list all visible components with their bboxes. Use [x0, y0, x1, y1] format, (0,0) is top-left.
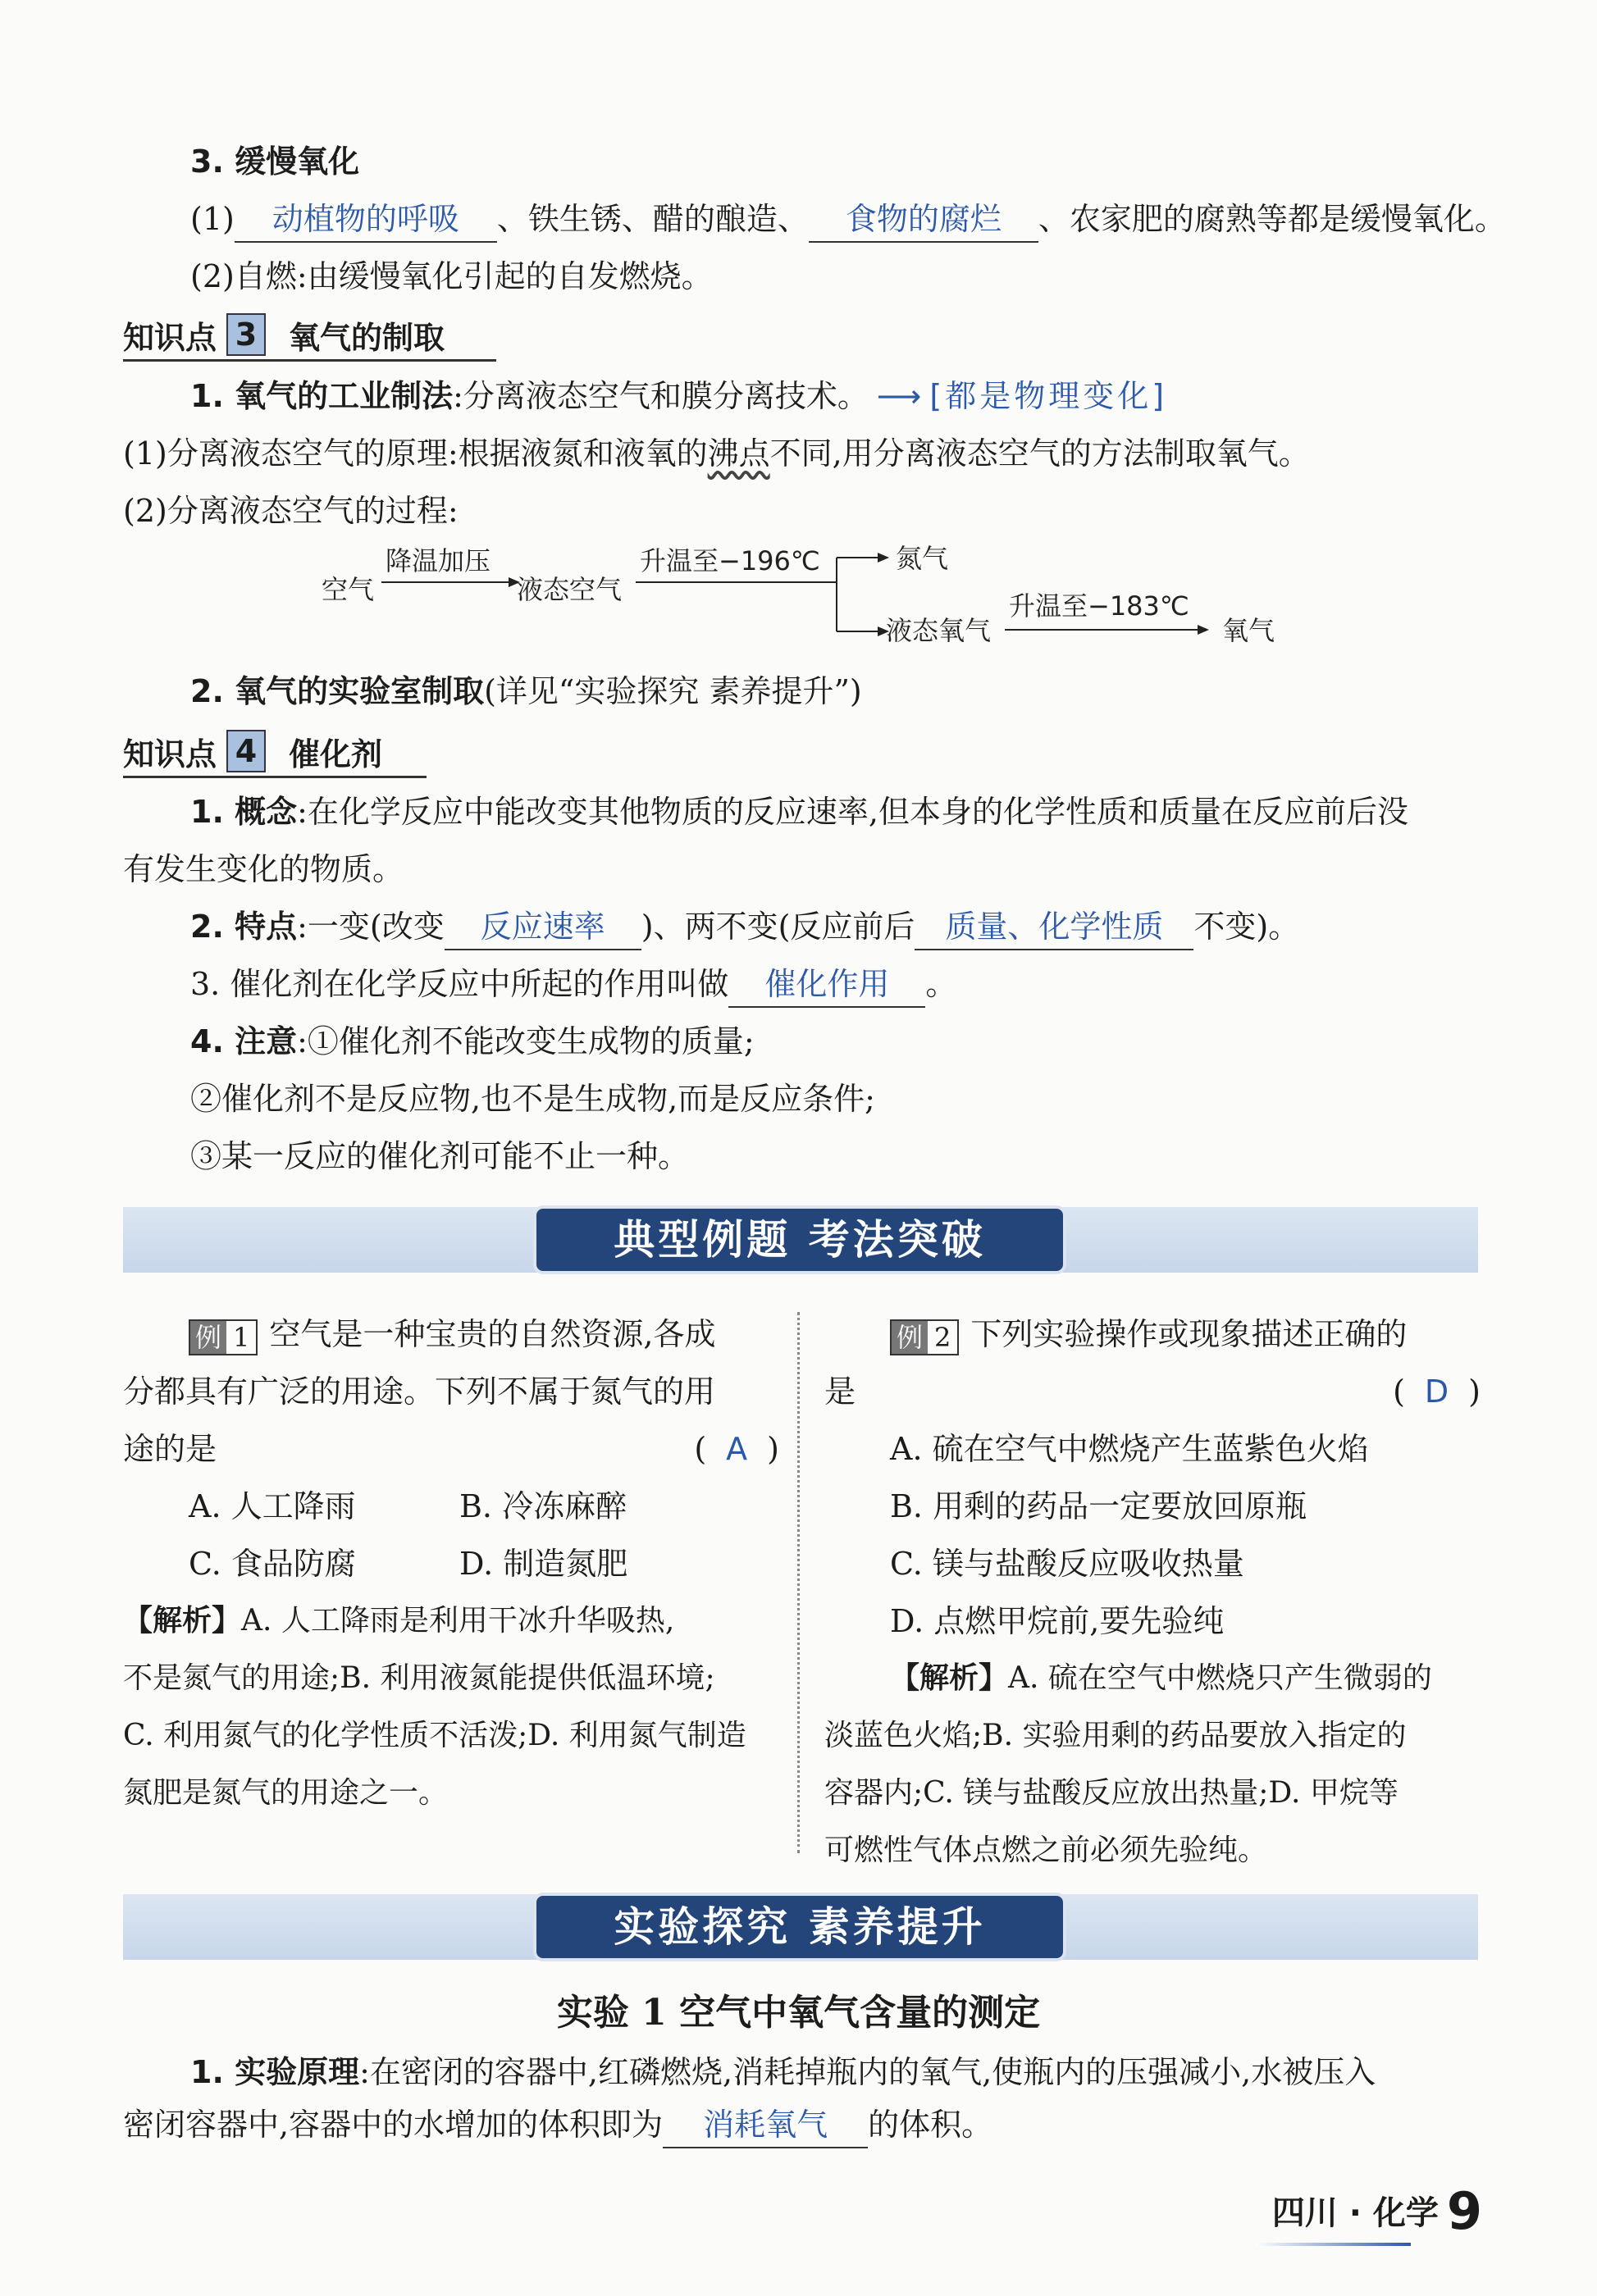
example2-option-c: C. 镁与盐酸反应吸收热量 — [890, 1546, 1244, 1582]
concept-line1: :在化学反应中能改变其他物质的反应速率,但本身的化学性质和质量在反应前后没 — [297, 794, 1408, 830]
example1-line2: 分都具有广泛的用途。下列不属于氮气的用 — [123, 1374, 716, 1410]
analysis-label: 【解析】 — [890, 1661, 1009, 1695]
page-number: 9 — [1446, 2181, 1482, 2241]
example1-option-c: C. 食品防腐 — [189, 1546, 356, 1582]
item1-mid: 、铁生锈、醋的酿造、 — [496, 201, 809, 237]
experiment1-title: 实验 1 空气中氧气含量的测定 — [556, 1992, 1041, 2034]
example1-options-row1 — [123, 1478, 779, 1535]
industrial-method — [190, 367, 1167, 425]
fill-blank-consumed-oxygen: 消耗氧气 — [663, 2102, 868, 2148]
boiling-point-emphasis: 沸点 — [707, 435, 770, 472]
page-footer — [1272, 2181, 1482, 2241]
section-banner-examples — [123, 1207, 1478, 1273]
flow-liquid-air: 液态空气 — [517, 574, 623, 605]
catalyst-concept — [190, 783, 1408, 840]
example1-answer: A — [726, 1431, 748, 1467]
role-a: 3. 催化剂在化学反应中所起的作用叫做 — [190, 966, 729, 1002]
industrial-bold: 1. 氧气的工业制法 — [190, 378, 454, 414]
lab-preparation — [190, 663, 862, 720]
industrial-note: [都是物理变化] — [929, 378, 1168, 414]
analysis1: A. 人工降雨是利用干冰升华吸热, — [241, 1604, 675, 1638]
example2-option-a: A. 硫在空气中燃烧产生蓝紫色火焰 — [890, 1431, 1369, 1467]
paren-open: ( — [1393, 1374, 1405, 1410]
flow-arrowhead-3 — [1198, 625, 1209, 635]
example1-analysis-line3: C. 利用氮气的化学性质不活泼;D. 利用氮气制造 — [123, 1719, 746, 1752]
example1-line3 — [123, 1420, 779, 1478]
fill-blank-food-rot: 食物的腐烂 — [809, 197, 1038, 243]
fill-blank-catalysis: 催化作用 — [728, 962, 925, 1008]
principle-line1: :在密闭的容器中,红磷燃烧,消耗掉瓶内的氧气,使瓶内的压强减小,水被压入 — [359, 2054, 1376, 2090]
catalyst-note2: ②催化剂不是反应物,也不是生成物,而是反应条件; — [190, 1081, 875, 1117]
knowledge-point-3-header — [123, 310, 496, 362]
catalyst-notes — [190, 1013, 755, 1070]
example-2 — [824, 1305, 1481, 1879]
example2-tag — [890, 1319, 959, 1355]
footer-region: 四川 · 化学 — [1271, 2194, 1439, 2232]
example1-text3: 途的是 — [123, 1431, 217, 1467]
example1-options-row2 — [123, 1535, 779, 1592]
example2-answer-box — [1393, 1363, 1481, 1420]
example2-option-d: D. 点燃甲烷前,要先验纯 — [890, 1603, 1225, 1639]
example1-tag-a: 例 — [190, 1321, 226, 1354]
example2-line2 — [824, 1363, 1481, 1420]
banner-title: 实验探究 素养提升 — [533, 1893, 1066, 1961]
catalyst-concept-line2: 有发生变化的物质。 — [123, 851, 404, 887]
principle-bold: 1. 实验原理 — [190, 2054, 360, 2090]
example1-analysis-line2: 不是氮气的用途;B. 利用液氮能提供低温环境; — [123, 1661, 715, 1695]
example1-line1 — [123, 1305, 779, 1363]
example2-analysis-line3: 容器内;C. 镁与盐酸反应放出热量;D. 甲烷等 — [824, 1776, 1399, 1810]
example1-analysis-line1 — [123, 1592, 779, 1650]
feature-c: 不变)。 — [1193, 909, 1300, 945]
lab-bold: 2. 氧气的实验室制取 — [190, 673, 485, 709]
example1-option-a: A. 人工降雨 — [189, 1488, 356, 1524]
knowledge-point-4-header — [123, 727, 427, 778]
example1-answer-box — [694, 1420, 779, 1478]
paren-open: ( — [694, 1431, 707, 1467]
column-divider — [797, 1312, 800, 1853]
industrial-text: :分离液态空气和膜分离技术。 — [453, 378, 869, 414]
analysis-label: 【解析】 — [123, 1604, 242, 1638]
catalyst-features — [190, 898, 1299, 955]
slow-oxidation-item2: (2)自燃:由缓慢氧化引起的自发燃烧。 — [190, 258, 713, 294]
kp4-label: 知识点 — [123, 736, 217, 772]
paren-close: ) — [1468, 1374, 1481, 1410]
example-1 — [123, 1305, 779, 1822]
example2-analysis-line2: 淡蓝色火焰;B. 实验用剩的药品要放入指定的 — [824, 1719, 1407, 1752]
example1-analysis-line4: 氮肥是氮气的用途之一。 — [123, 1776, 449, 1810]
kp3-title: 氧气的制取 — [289, 319, 445, 356]
footer-underline — [1255, 2243, 1411, 2246]
note1: :①催化剂不能改变生成物的质量; — [297, 1023, 755, 1059]
feature-a: :一变(改变 — [297, 909, 445, 945]
flow-air: 空气 — [322, 574, 375, 605]
flow-step2: 升温至−196℃ — [640, 545, 820, 576]
arrow-icon: ⟶ — [876, 378, 922, 414]
air-separation-flow-diagram — [312, 533, 1296, 664]
flow-liquid-oxygen: 液态氧气 — [886, 615, 992, 646]
kp3-number: 3 — [226, 313, 266, 356]
note-bold: 4. 注意 — [190, 1023, 298, 1059]
section-banner-experiments — [123, 1894, 1478, 1960]
example2-analysis-line1 — [824, 1650, 1481, 1707]
experiment1-principle-line2 — [123, 2096, 992, 2153]
fill-blank-mass-chemical: 质量、化学性质 — [915, 904, 1193, 950]
slow-oxidation-item1 — [190, 190, 1506, 248]
example2-tag-a: 例 — [892, 1321, 928, 1354]
kp4-title: 催化剂 — [289, 736, 383, 772]
principle-line2a: 密闭容器中,容器中的水增加的体积即为 — [123, 2107, 664, 2143]
principle-line2b: 的体积。 — [868, 2107, 993, 2143]
flow-step3: 升温至−183℃ — [1009, 590, 1189, 622]
paren-close: ) — [767, 1431, 779, 1467]
example1-option-b: B. 冷冻麻醉 — [459, 1488, 627, 1524]
example1-text1: 空气是一种宝贵的自然资源,各成 — [269, 1316, 716, 1352]
separation-process-label: (2)分离液态空气的过程: — [123, 493, 459, 529]
flow-step1: 降温加压 — [386, 545, 491, 576]
fill-blank-respiration: 动植物的呼吸 — [235, 197, 497, 243]
item1-prefix: (1) — [190, 201, 235, 237]
example1-analysis — [123, 1592, 779, 1822]
lab-text: (详见“实验探究 素养提升”) — [484, 673, 862, 709]
example2-tag-b: 2 — [934, 1321, 951, 1353]
kp3-label: 知识点 — [123, 319, 217, 356]
catalyst-role — [190, 955, 956, 1013]
concept-bold: 1. 概念 — [190, 794, 298, 830]
separation-principle — [123, 425, 1310, 482]
example2-line1 — [824, 1305, 1481, 1363]
role-b: 。 — [925, 966, 957, 1002]
example2-analysis — [824, 1650, 1481, 1879]
fill-blank-reaction-rate: 反应速率 — [445, 904, 641, 950]
feature-bold: 2. 特点 — [190, 909, 298, 945]
principle-text-a: (1)分离液态空气的原理:根据液氮和液氧的 — [123, 435, 708, 472]
example2-option-b: B. 用剩的药品一定要放回原瓶 — [890, 1488, 1307, 1524]
catalyst-note3: ③某一反应的催化剂可能不止一种。 — [190, 1138, 690, 1174]
example2-text2: 是 — [824, 1374, 856, 1410]
example2-analysis-line4: 可燃性气体点燃之前必须先验纯。 — [824, 1834, 1268, 1867]
kp4-number: 4 — [226, 730, 266, 772]
item1-suffix: 、农家肥的腐熟等都是缓慢氧化。 — [1038, 201, 1506, 237]
example1-tag — [189, 1319, 258, 1355]
analysis1: A. 硫在空气中燃烧只产生微弱的 — [1008, 1661, 1432, 1695]
slow-oxidation-heading: 3. 缓慢氧化 — [190, 144, 360, 180]
experiment1-principle — [190, 2043, 1376, 2101]
example2-text1: 下列实验操作或现象描述正确的 — [970, 1316, 1408, 1352]
flow-nitrogen: 氮气 — [896, 543, 949, 574]
flow-arrowhead-top — [878, 553, 889, 563]
banner-title: 典型例题 考法突破 — [533, 1205, 1066, 1274]
example1-tag-b: 1 — [233, 1321, 250, 1353]
example1-option-d: D. 制造氮肥 — [459, 1546, 628, 1582]
flow-oxygen: 氧气 — [1222, 615, 1275, 646]
principle-text-b: 不同,用分离液态空气的方法制取氧气。 — [769, 435, 1310, 472]
example2-answer: D — [1424, 1374, 1449, 1410]
feature-b: )、两不变(反应前后 — [641, 909, 915, 945]
